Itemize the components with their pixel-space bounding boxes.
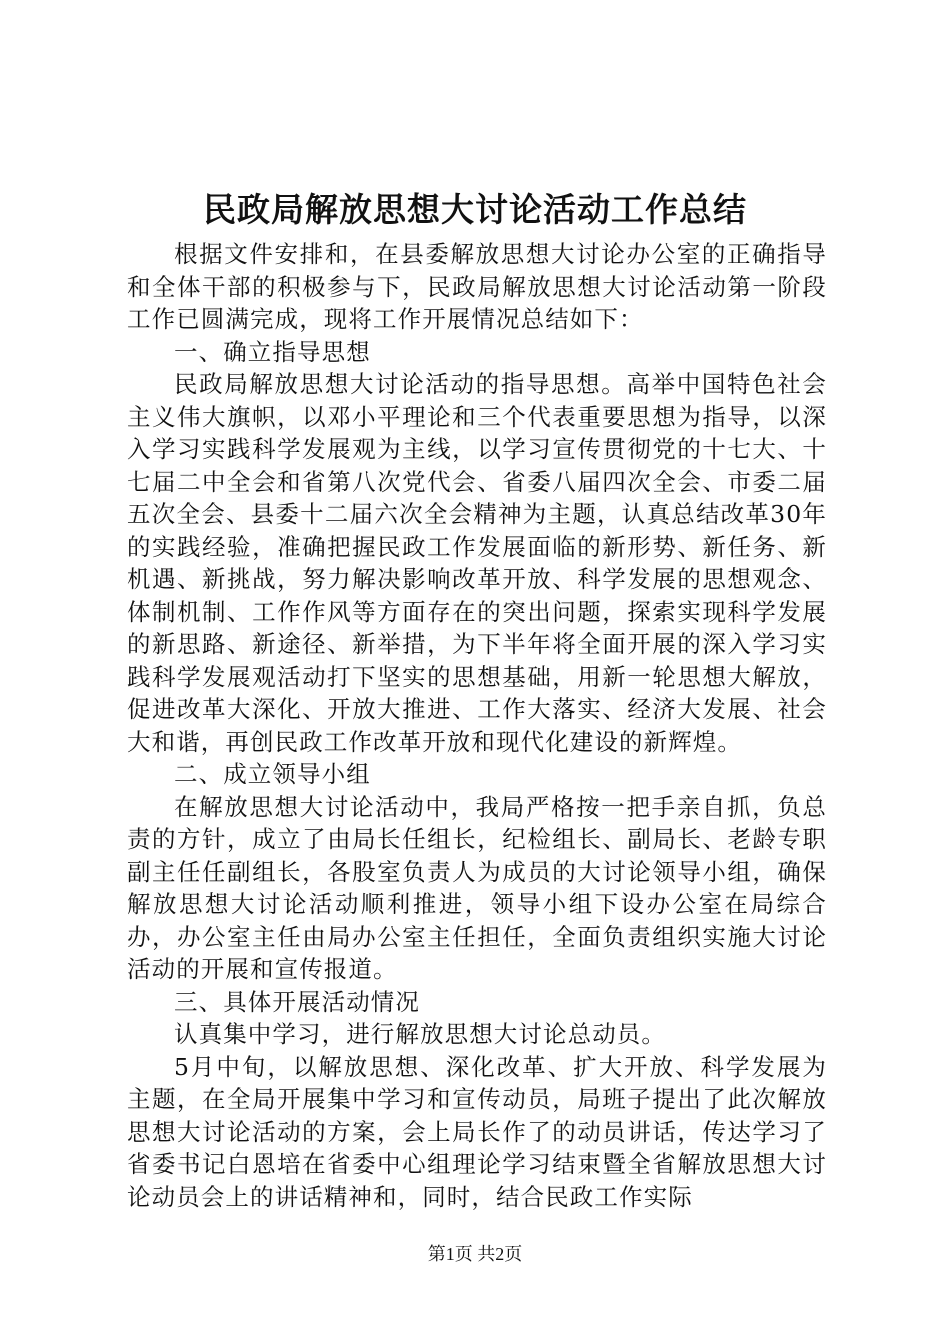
section-heading-2: 二、成立领导小组 xyxy=(174,760,371,788)
paragraph-leading-group: 在解放思想大讨论活动中，我局严格按一把手亲自抓，负总责的方针，成立了由局长任组长，纪检组长、副局长、老龄专职副主任任副组长，各股室负责人为成员的大讨论领导小组，确保解放思想大讨论活动顺利推进，领导小组下设办公室在局综合办，办公室主任由局办公室主任担任，全面负责组织实施大讨论活动的开展和宣传报道。 xyxy=(127,792,827,983)
page-footer: 第1页 共2页 xyxy=(427,1244,523,1264)
document-title: 民政局解放思想大讨论活动工作总结 xyxy=(203,190,747,229)
document-body xyxy=(127,238,827,1213)
paragraph-may-activities: 5月中旬，以解放思想、深化改革、扩大开放、科学发展为主题，在全局开展集中学习和宣传动员，局班子提出了此次解放思想大讨论活动的方案，会上局长作了的动员讲话，传达学习了省委书记白恩培在省委中心组理论学习结束暨全省解放思想大讨论动员会上的讲话精神和，同时，结合民政工作实际 xyxy=(127,1052,827,1211)
paragraph-guiding-thought: 民政局解放思想大讨论活动的指导思想。高举中国特色社会主义伟大旗帜，以邓小平理论和三个代表重要思想为指导，以深入学习实践科学发展观为主线，以学习宣传贯彻党的十七大、十七届二中全会和省第八次党代会、省委八届四次全会、市委二届五次全会、县委十二届六次全会精神为主题，认真总结改革30年的实践经验，准确把握民政工作发展面临的新形势、新任务、新机遇、新挑战，努力解决影响改革开放、科学发展的思想观念、体制机制、工作作风等方面存在的突出问题，探索实现科学发展的新思路、新途径、新举措，为下半年将全面开展的深入学习实践科学发展观活动打下坚实的思想基础，用新一轮思想大解放，促进改革大深化、开放大推进、工作大落实、经济大发展、社会大和谐，再创民政工作改革开放和现代化建设的新辉煌。 xyxy=(127,370,827,756)
section-heading-3: 三、具体开展活动情况 xyxy=(174,987,420,1016)
paragraph-study-mobilization: 认真集中学习，进行解放思想大讨论总动员。 xyxy=(174,1020,666,1048)
paragraph-intro: 根据文件安排和，在县委解放思想大讨论办公室的正确指导和全体干部的积极参与下，民政局解放思想大讨论活动第一阶段工作已圆满完成，现将工作开展情况总结如下： xyxy=(127,240,827,333)
section-heading-1: 一、确立指导思想 xyxy=(174,337,371,366)
